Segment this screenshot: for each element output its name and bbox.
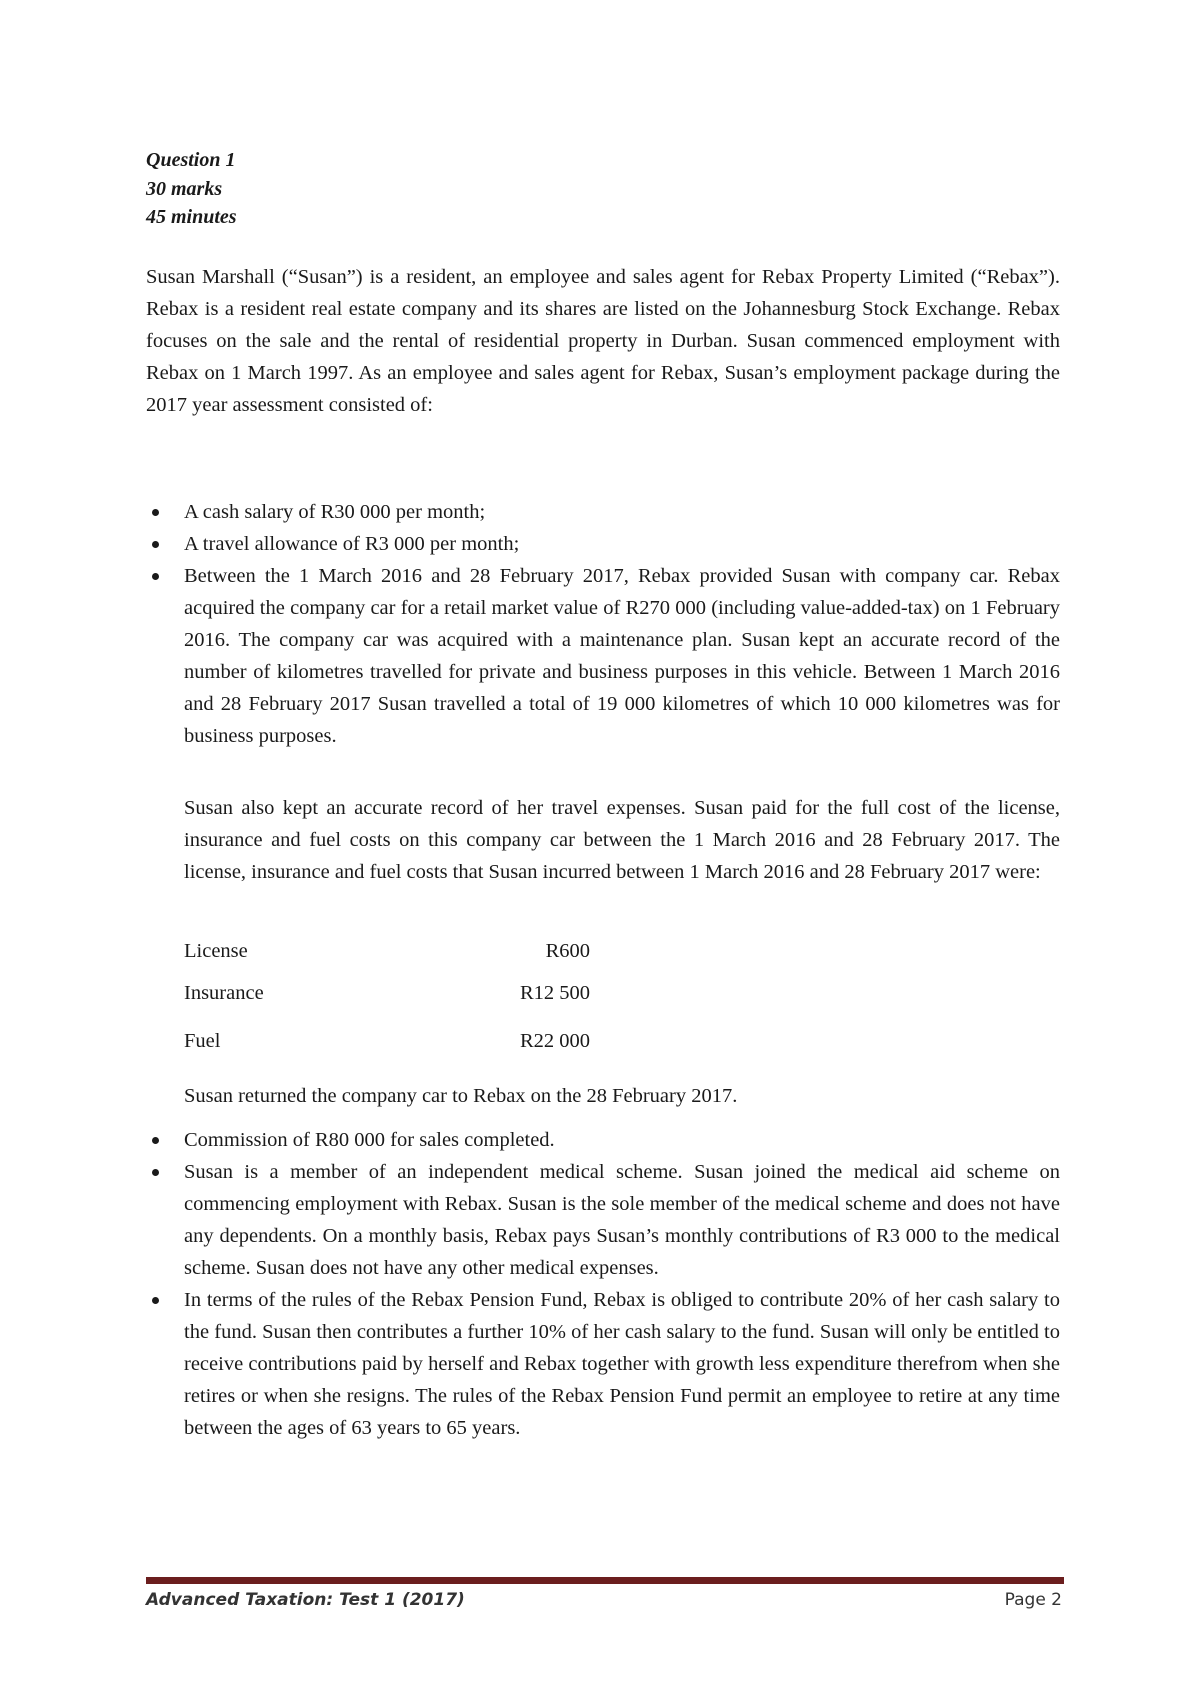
list-item-commission bbox=[146, 1124, 1060, 1156]
footer-page-number: Page 2 bbox=[1004, 1590, 1062, 1610]
salary-text: A cash salary of R30 000 per month; bbox=[184, 501, 486, 523]
car-return-paragraph: Susan returned the company car to Rebax on the 28 February 2017. bbox=[184, 1085, 738, 1107]
commission-text: Commission of R80 000 for sales completed. bbox=[184, 1129, 555, 1151]
cost-label: Insurance bbox=[184, 982, 264, 1004]
bullet-icon bbox=[152, 573, 159, 580]
list-item-salary bbox=[146, 496, 1060, 528]
footer-course-title: Advanced Taxation: Test 1 (2017) bbox=[146, 1590, 465, 1610]
table-row bbox=[184, 940, 604, 982]
question-marks: 30 marks bbox=[146, 177, 223, 200]
table-row bbox=[184, 1024, 604, 1072]
list-item-car bbox=[146, 560, 1060, 752]
bullet-icon bbox=[152, 509, 159, 516]
package-list bbox=[146, 496, 1060, 752]
cost-label: Fuel bbox=[184, 1030, 221, 1052]
list-item-medical bbox=[146, 1156, 1060, 1284]
footer-divider bbox=[146, 1577, 1064, 1584]
package-list-continued bbox=[146, 1124, 1060, 1444]
bullet-icon bbox=[152, 1169, 159, 1176]
bullet-icon bbox=[152, 1297, 159, 1304]
cost-amount: R12 500 bbox=[519, 982, 590, 1004]
car-text: Between the 1 March 2016 and 28 February 2017, Rebax provided Susan with company car. Rebax acquired the company car for a retail market value of R270 000 (including value-added-tax) on 1 February 2016. The company car was acquired with a maintenance plan. Susan kept an accurate record of the number of kilometres travelled for private and business purposes in this vehicle. Between 1 March 2016 and 28 February 2017 Susan travelled a total of 19 000 kilometres of which 10 000 kilometres was for business purposes. bbox=[184, 565, 1060, 747]
car-expenses-paragraph: Susan also kept an accurate record of her travel expenses. Susan paid for the full cost of the license, insurance and fuel costs on this company car between the 1 March 2016 and 28 February 2017. The license, insurance and fuel costs that Susan incurred between 1 March 2016 and 28 February 2017 were: bbox=[184, 797, 1060, 883]
question-time: 45 minutes bbox=[146, 206, 237, 228]
bullet-icon bbox=[152, 541, 159, 548]
list-item-pension bbox=[146, 1284, 1060, 1444]
car-costs-table bbox=[184, 940, 604, 1072]
cost-amount: R600 bbox=[545, 940, 590, 962]
cost-label: License bbox=[184, 940, 248, 962]
list-item-travel bbox=[146, 528, 1060, 560]
travel-text: A travel allowance of R3 000 per month; bbox=[184, 533, 520, 555]
intro-paragraph: Susan Marshall (“Susan”) is a resident, an employee and sales agent for Rebax Property Limited (“Rebax”). Rebax is a resident real estate company and its shares are listed on the Johannesburg Stock Exchange. Rebax focuses on the sale and the rental of residential property in Durban. Susan commenced employment with Rebax on 1 March 1997. As an employee and sales agent for Rebax, Susan’s employment package during the 2017 year assessment consisted of: bbox=[146, 266, 1060, 416]
cost-amount: R22 000 bbox=[519, 1030, 590, 1052]
question-heading bbox=[146, 146, 237, 232]
question-number: Question 1 bbox=[146, 149, 236, 171]
table-row bbox=[184, 982, 604, 1024]
medical-text: Susan is a member of an independent medical scheme. Susan joined the medical aid scheme on commencing employment with Rebax. Susan is the sole member of the medical scheme and does not have any dependents. On a monthly basis, Rebax pays Susan’s monthly contributions of R3 000 to the medical scheme. Susan does not have any other medical expenses. bbox=[184, 1161, 1060, 1279]
bullet-icon bbox=[152, 1137, 159, 1144]
pension-text: In terms of the rules of the Rebax Pension Fund, Rebax is obliged to contribute 20% of her cash salary to the fund. Susan then contributes a further 10% of her cash salary to the fund. Susan will only be entitled to receive contributions paid by herself and Rebax together with growth less expenditure therefrom when she retires or when she resigns. The rules of the Rebax Pension Fund permit an employee to retire at any time between the ages of 63 years to 65 years. bbox=[184, 1289, 1060, 1439]
